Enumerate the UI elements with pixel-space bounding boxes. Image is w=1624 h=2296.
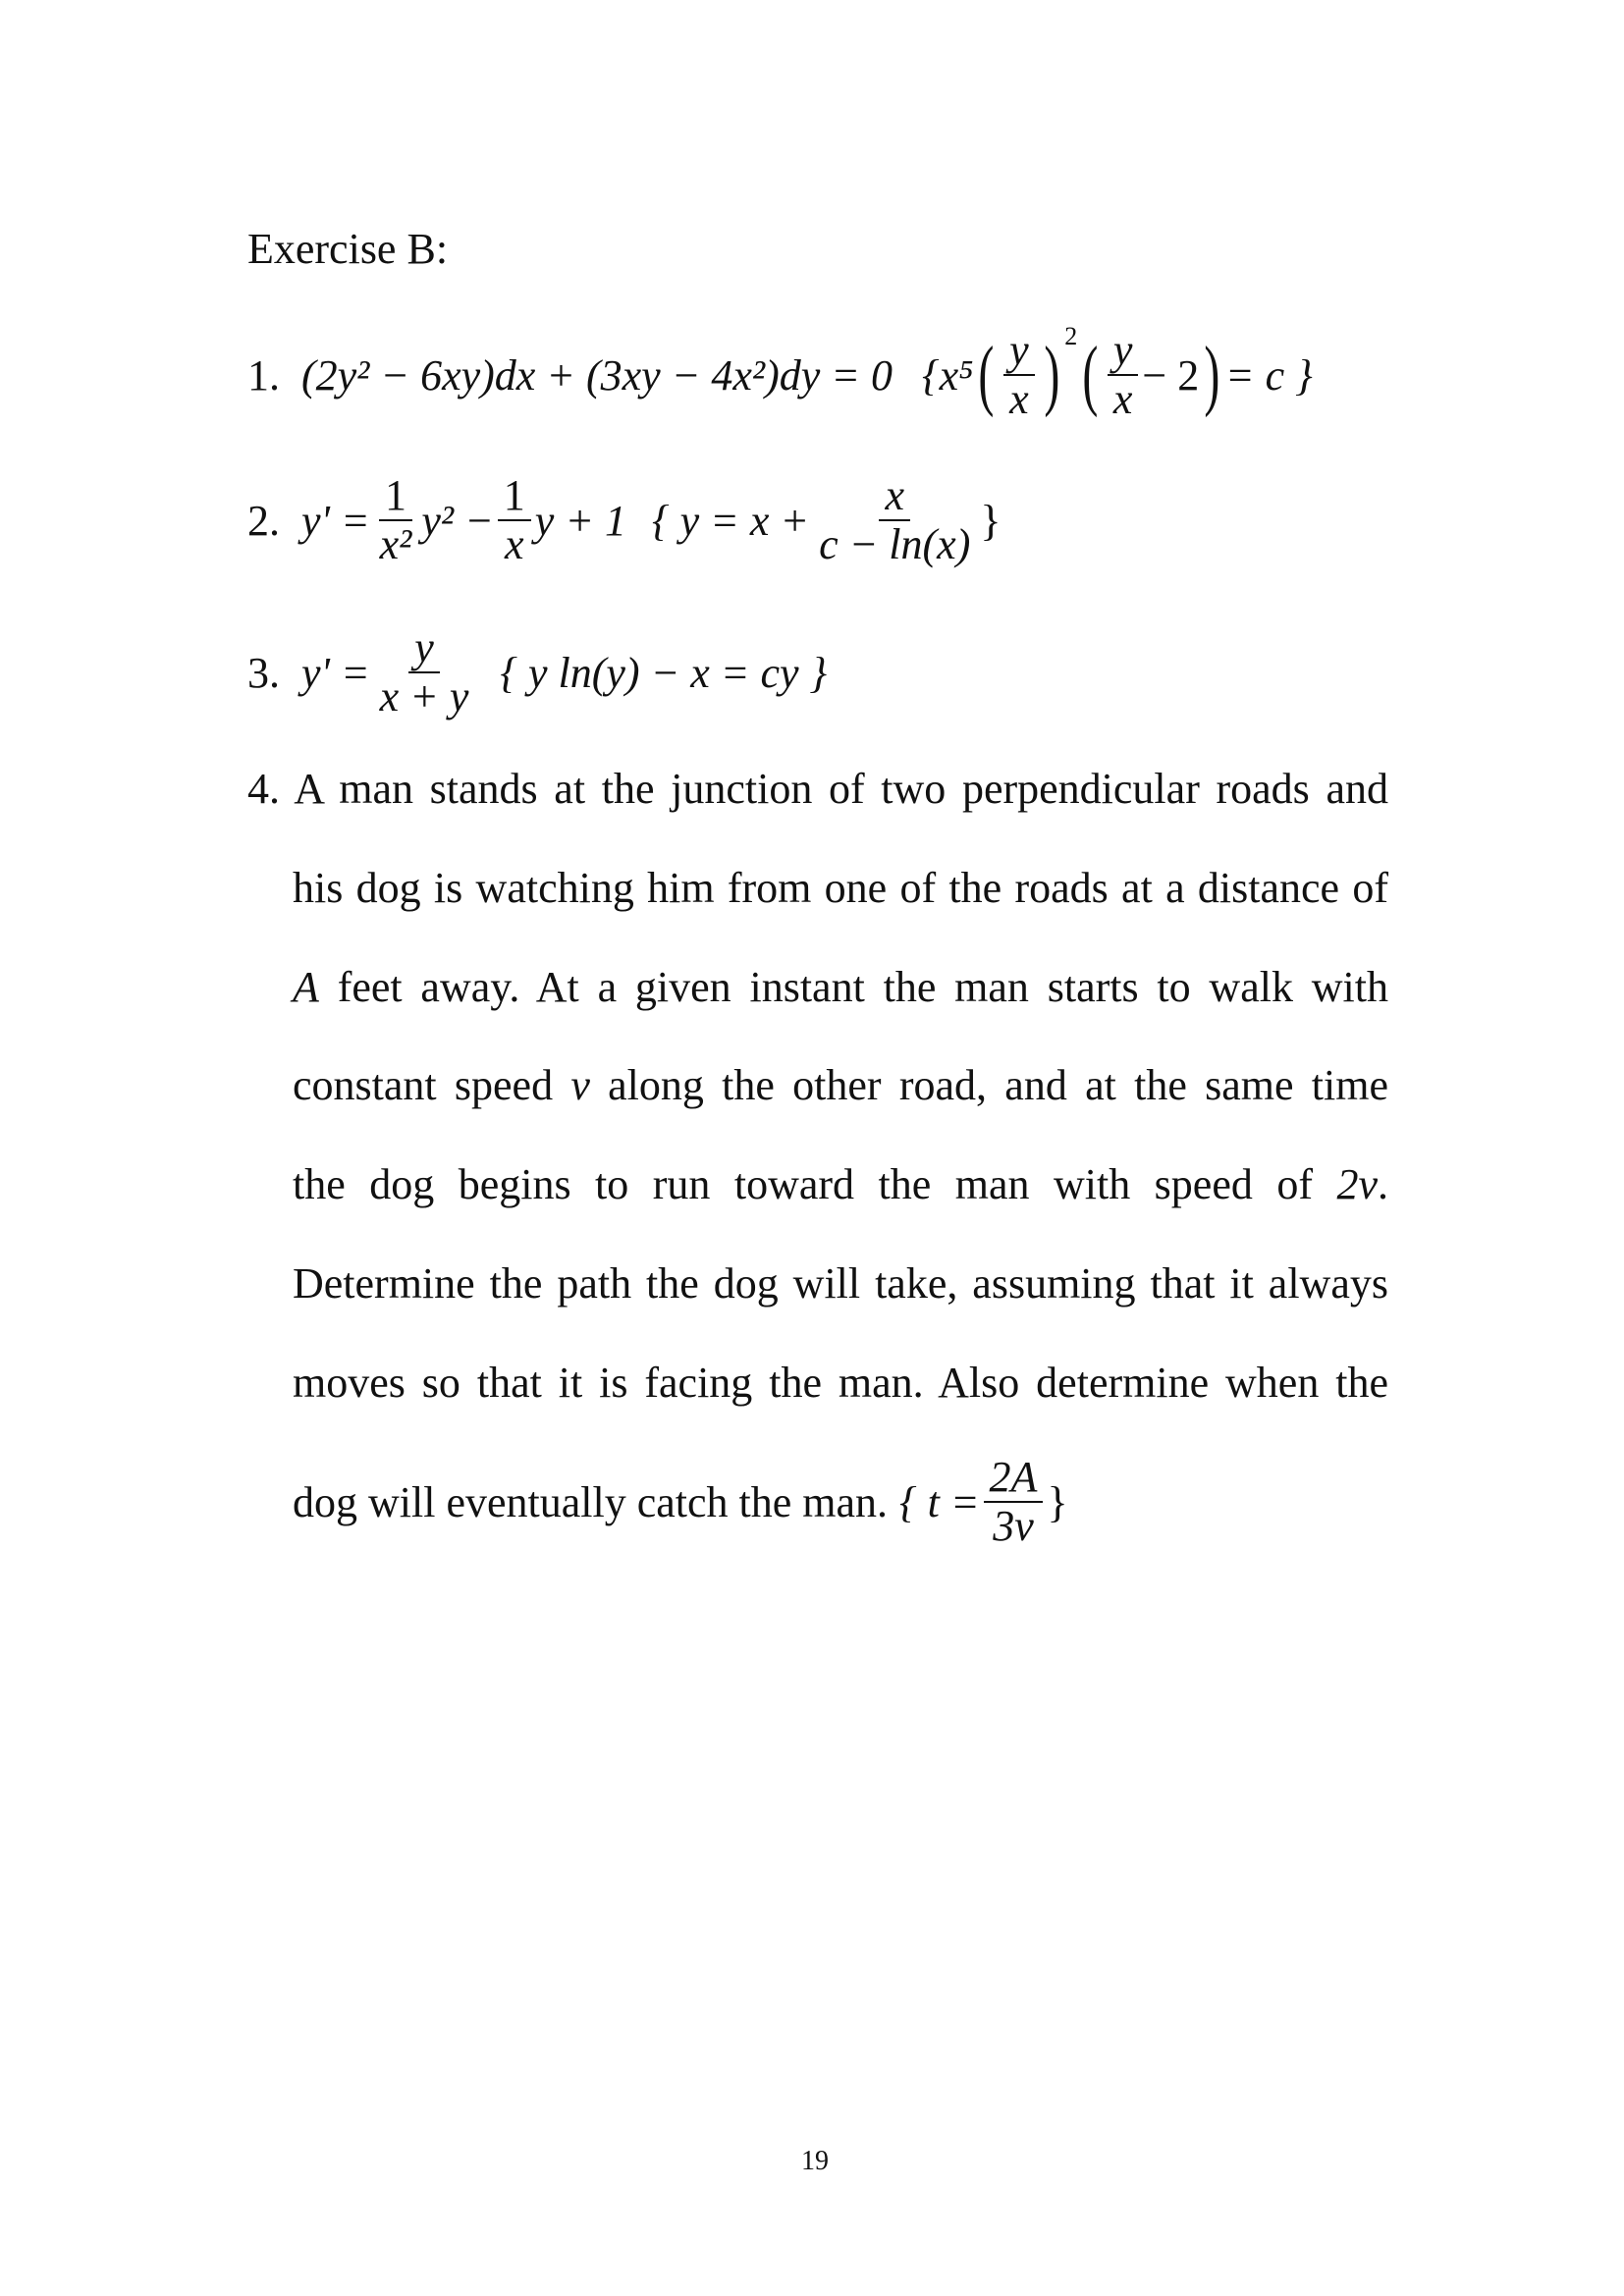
- equation-tail: y + 1: [534, 496, 627, 545]
- equation-3: [247, 614, 827, 731]
- exercise-heading: Exercise B:: [247, 225, 449, 273]
- fraction: [984, 1454, 1044, 1551]
- paragraph-line: Determine the path the dog will take, assuming that it always: [293, 1259, 1388, 1308]
- answer-close: }: [980, 496, 1001, 545]
- fraction: [1003, 327, 1035, 424]
- equation-lhs: y' =: [301, 648, 370, 697]
- paragraph-line: [293, 1060, 1388, 1110]
- equation-lhs: y' =: [301, 496, 370, 545]
- numerator: x: [879, 472, 910, 521]
- fraction: [498, 472, 531, 569]
- denominator: x: [505, 520, 524, 568]
- equation-lhs: (2y² − 6xy)dx + (3xy − 4x²)dy = 0: [301, 350, 893, 400]
- page-number: 19: [801, 2146, 829, 2176]
- answer-open: {x⁵: [922, 350, 974, 400]
- fraction: [374, 472, 418, 569]
- numerator: 1: [498, 472, 531, 521]
- equation-2: [247, 456, 1001, 584]
- denominator: 3v: [993, 1502, 1034, 1550]
- denominator: x²: [379, 520, 412, 568]
- exponent: 2: [1064, 322, 1078, 350]
- equation-1: [247, 316, 1313, 434]
- paren: (: [1082, 332, 1099, 418]
- fraction: [813, 472, 976, 569]
- answer-close: }: [1047, 1477, 1068, 1526]
- text: along the other road, and at the same time: [589, 1061, 1388, 1109]
- text: feet away. At a given instant the man starts to walk with: [318, 963, 1388, 1011]
- text: the dog begins to run toward the man with speed of: [293, 1160, 1337, 1208]
- paragraph-line: moves so that it is facing the man. Also determine when the: [293, 1359, 1388, 1407]
- paragraph-line: 4. A man stands at the junction of two perpendicular roads and: [247, 765, 1388, 813]
- answer-close: = c }: [1224, 350, 1313, 400]
- answer-open: { y = x +: [652, 496, 810, 545]
- answer-open: { t =: [899, 1477, 980, 1526]
- fraction: [374, 624, 475, 721]
- equation-mid: y² −: [421, 496, 494, 545]
- paren: ): [1204, 332, 1220, 418]
- denominator: c − ln(x): [819, 520, 971, 568]
- numerator: y: [1108, 327, 1139, 376]
- text: dog will eventually catch the man.: [293, 1477, 889, 1526]
- equation-number: 2.: [247, 496, 280, 545]
- paragraph-line: his dog is watching him from one of the roads at a distance of: [293, 864, 1388, 912]
- fraction: [1108, 327, 1139, 424]
- answer: { y ln(y) − x = cy }: [500, 648, 828, 697]
- numerator: y: [408, 624, 440, 673]
- paragraph-last-line: [293, 1443, 1068, 1561]
- denominator: x: [1112, 375, 1133, 423]
- paren: ): [1043, 332, 1059, 418]
- numerator: y: [1003, 327, 1035, 376]
- paragraph-line: [293, 962, 1388, 1012]
- equation-number: 3.: [247, 648, 280, 697]
- paren: (: [978, 332, 995, 418]
- numerator: 1: [379, 472, 412, 521]
- paragraph-line: [293, 1159, 1388, 1209]
- equation-number: 1.: [247, 350, 280, 400]
- text: .: [1378, 1160, 1388, 1208]
- numerator: 2A: [984, 1454, 1044, 1503]
- variable-2v: 2v: [1336, 1160, 1378, 1208]
- denominator: x + y: [379, 672, 469, 721]
- denominator: x: [1009, 375, 1029, 423]
- text: constant speed: [293, 1061, 571, 1109]
- variable-A: A: [293, 963, 319, 1011]
- minus-two: − 2: [1142, 350, 1200, 400]
- variable-v: v: [570, 1061, 590, 1109]
